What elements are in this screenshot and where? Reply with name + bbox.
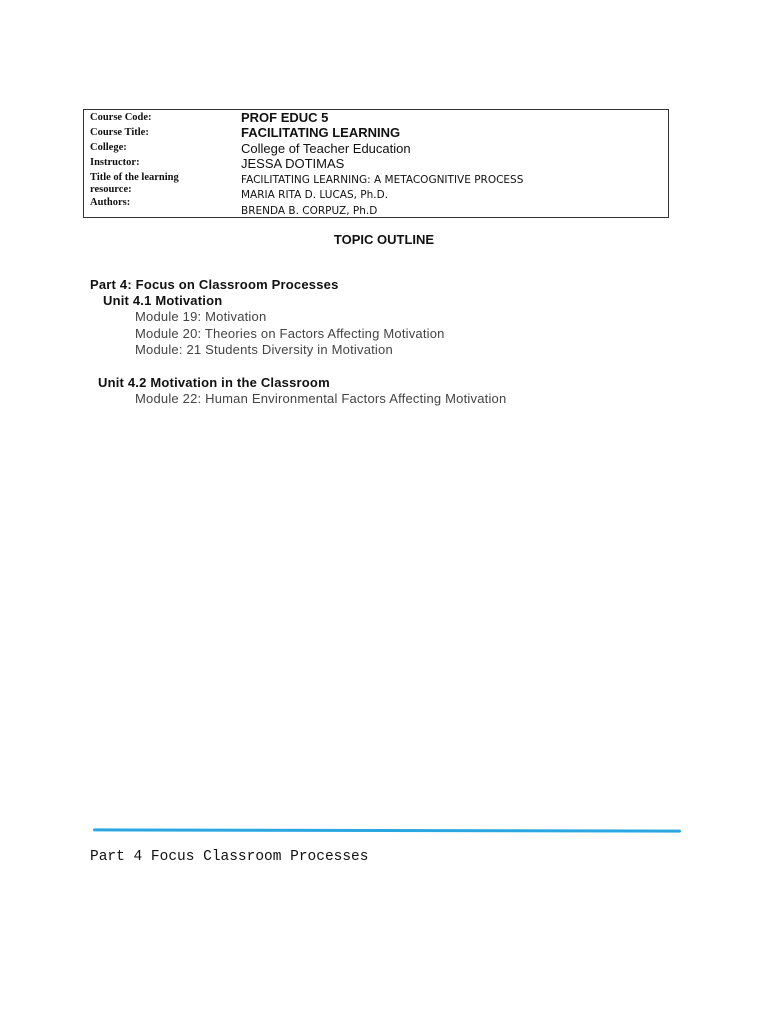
college-value: College of Teacher Education: [241, 141, 411, 156]
module-item: Module 19: Motivation: [135, 309, 267, 324]
resource-title-label-line2: resource:: [90, 184, 132, 195]
authors-label: Authors:: [90, 197, 131, 208]
course-code-label: Course Code:: [90, 112, 152, 123]
unit-title: Unit 4.2 Motivation in the Classroom: [98, 375, 330, 390]
course-title-label: Course Title:: [90, 127, 149, 138]
module-item: Module 20: Theories on Factors Affecting Motivation: [135, 326, 445, 341]
resource-title-label-line1: Title of the learning: [90, 172, 179, 183]
footer-text: Part 4 Focus Classroom Processes: [90, 849, 369, 865]
college-label: College:: [90, 142, 127, 153]
part-title: Part 4: Focus on Classroom Processes: [90, 277, 339, 292]
course-title-value: FACILITATING LEARNING: [241, 125, 401, 140]
footer-divider: [93, 828, 681, 832]
author-1-value: MARIA RITA D. LUCAS, Ph.D.: [241, 189, 389, 201]
module-item: Module 22: Human Environmental Factors Affecting Motivation: [135, 391, 507, 406]
author-2-value: BRENDA B. CORPUZ, Ph.D: [241, 205, 378, 217]
course-code-value: PROF EDUC 5: [241, 110, 329, 125]
course-info-box: [83, 109, 669, 218]
instructor-value: JESSA DOTIMAS: [241, 156, 345, 171]
unit-title: Unit 4.1 Motivation: [103, 293, 223, 308]
module-item: Module: 21 Students Diversity in Motivation: [135, 342, 393, 357]
resource-title-value: FACILITATING LEARNING: A METACOGNITIVE PROCESS: [241, 174, 524, 186]
instructor-label: Instructor:: [90, 157, 140, 168]
topic-outline-heading: TOPIC OUTLINE: [333, 232, 435, 247]
